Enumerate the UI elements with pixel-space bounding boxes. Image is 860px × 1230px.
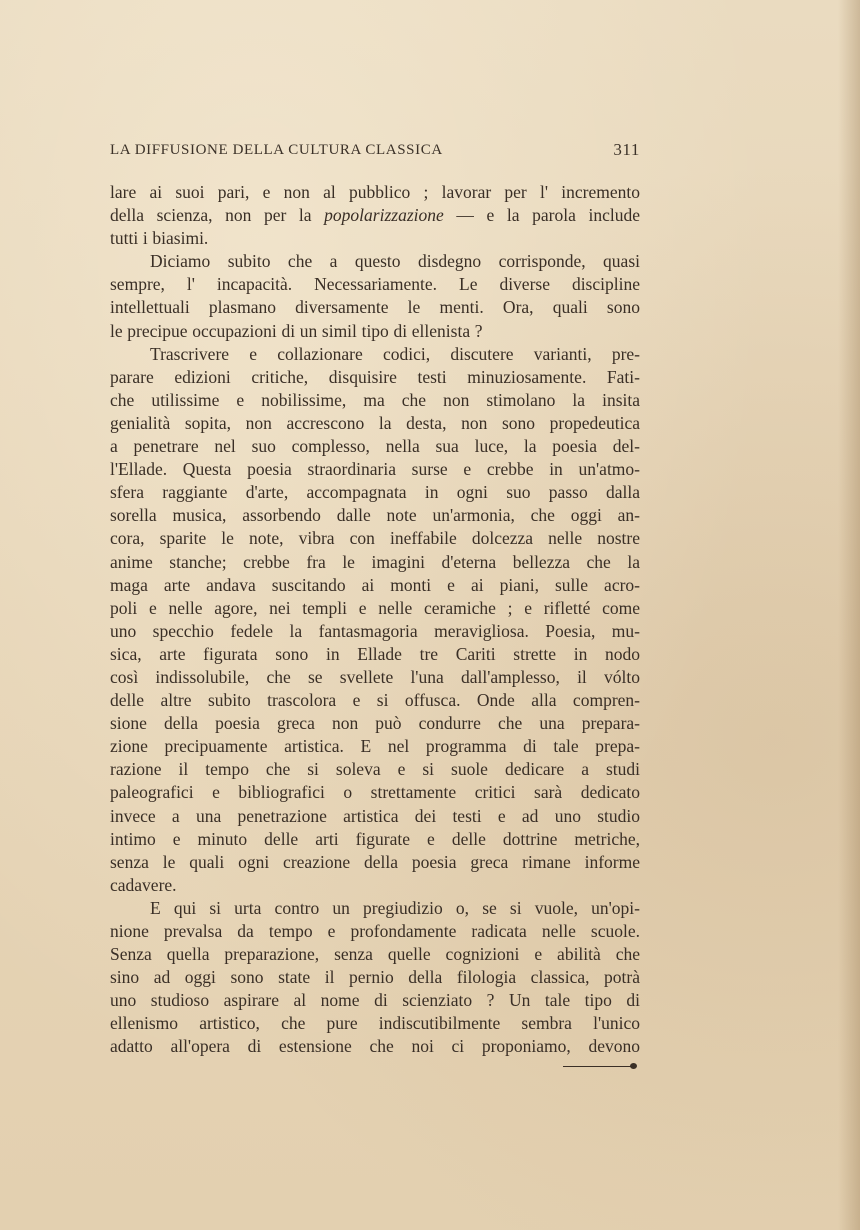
text-line: cadavere. (110, 874, 177, 895)
text-line: sione della poesia greca non può condurre che una prepara- (110, 713, 640, 734)
text-line: sempre, l' incapacità. Necessariamente. Le diverse discipline (110, 274, 640, 295)
text-line: l'Ellade. Questa poesia straordinaria surse e crebbe in un'atmo- (110, 459, 640, 480)
running-title: LA DIFFUSIONE DELLA CULTURA CLASSICA (110, 142, 443, 158)
text-line: tutti i biasimi. (110, 228, 209, 249)
text-line-with-italic (110, 204, 640, 227)
text-line: intimo e minuto delle arti figurate e delle dottrine metriche, (110, 828, 640, 849)
text-line: zione precipuamente artistica. E nel programma di tale prepa- (110, 736, 640, 757)
text-line: le precipue occupazioni di un simil tipo di ellenista ? (110, 320, 483, 341)
text-line: sica, arte figurata sono in Ellade tre Cariti strette in nodo (110, 643, 640, 664)
text-line: sino ad oggi sono state il pernio della filologia classica, potrà (110, 967, 640, 988)
text-line: razione il tempo che si soleva e si suole dedicare a studi (110, 759, 640, 780)
running-head (110, 140, 640, 164)
text-line: a penetrare nel suo complesso, nella sua luce, la poesia del- (110, 436, 640, 457)
catchword-dot (630, 1063, 637, 1069)
text-line: sorella musica, assorbendo dalle note un'armonia, che oggi an- (110, 505, 640, 526)
text-line: cora, sparite le note, vibra con ineffabile dolcezza nelle nostre (110, 528, 640, 549)
page-number: 311 (613, 140, 640, 159)
text-line: parare edizioni critiche, disquisire testi minuziosamente. Fati- (110, 366, 640, 387)
text-line: genialità sopita, non accrescono la desta, non sono propedeutica (110, 412, 640, 433)
text-line: paleografici e bibliografici o strettamente critici sarà dedicato (110, 782, 640, 803)
text-line: invece a una penetrazione artistica dei testi e ad uno studio (110, 805, 640, 826)
text-line: nione prevalsa da tempo e profondamente radicata nelle scuole. (110, 921, 640, 941)
text-line: uno studioso aspirare al nome di scienziato ? Un tale tipo di (110, 990, 640, 1011)
text-line: anime stanche; crebbe fra le imagini d'eterna bellezza che la (110, 551, 640, 572)
catchword-rule (563, 1066, 636, 1067)
text-line: lare ai suoi pari, e non al pubblico ; lavorar per l' incremento (110, 182, 640, 202)
paragraph-start-line: Trascrivere e collazionare codici, discutere varianti, pre- (150, 343, 640, 364)
italic-term: popolarizzazione (324, 205, 444, 226)
text-segment: — e la parola include (443, 205, 640, 226)
paragraph-start-line: E qui si urta contro un pregiudizio o, se si vuole, un'opi- (150, 897, 640, 918)
text-line: maga arte andava suscitando ai monti e ai piani, sulle acro- (110, 574, 640, 595)
text-segment: della scienza, non per la (110, 205, 325, 226)
text-line: uno specchio fedele la fantasmagoria meravigliosa. Poesia, mu- (110, 620, 640, 641)
text-line: delle altre subito trascolora e si offusca. Onde alla compren- (110, 690, 640, 711)
body-text (110, 181, 640, 1059)
text-line: intellettuali plasmano diversamente le menti. Ora, quali sono (110, 297, 640, 318)
text-line: così indissolubile, che se svellete l'una dall'amplesso, il vólto (110, 666, 640, 687)
text-line: poli e nelle agore, nei templi e nelle ceramiche ; e rifletté come (110, 597, 640, 618)
text-line: adatto all'opera di estensione che noi ci proponiamo, devono (110, 1036, 640, 1057)
text-line: ellenismo artistico, che pure indiscutibilmente sembra l'unico (110, 1013, 640, 1034)
text-line: senza le quali ogni creazione della poesia greca rimane informe (110, 851, 640, 872)
text-line: sfera raggiante d'arte, accompagnata in ogni suo passo dalla (110, 482, 640, 503)
paragraph-start-line: Diciamo subito che a questo disdegno corrisponde, quasi (150, 251, 640, 272)
text-line: che utilissime e nobilissime, ma che non stimolano la insita (110, 389, 640, 410)
text-line: Senza quella preparazione, senza quelle cognizioni e abilità che (110, 944, 640, 965)
page-edge-shadow (838, 0, 860, 1230)
